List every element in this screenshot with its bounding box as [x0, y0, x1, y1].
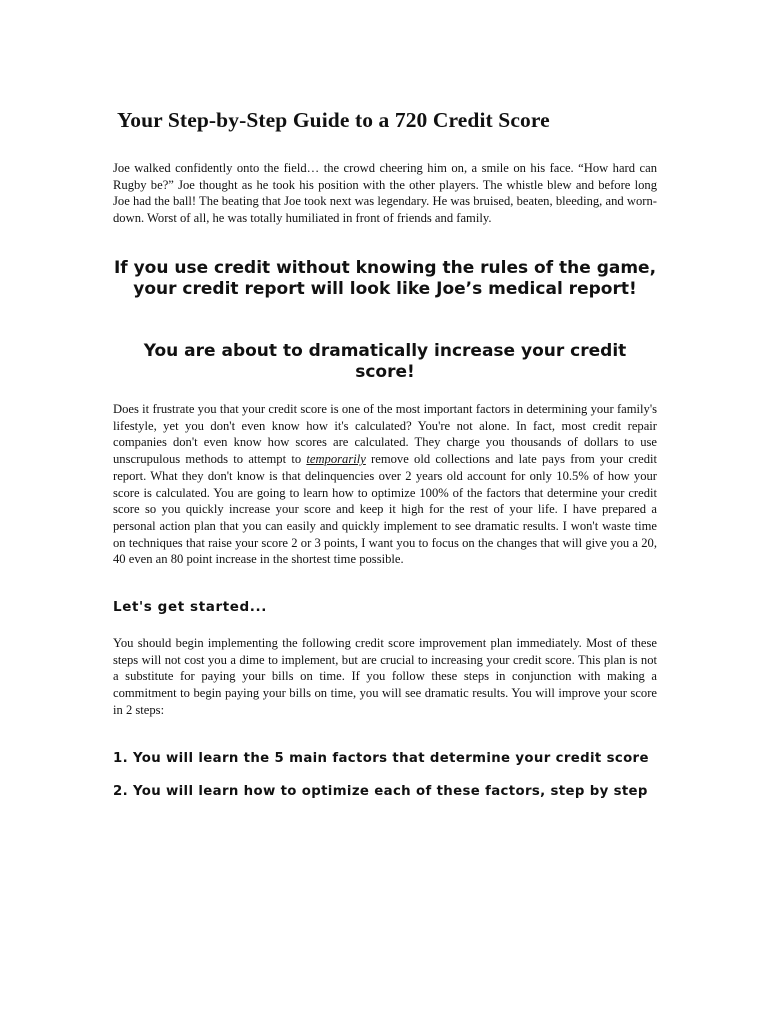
temporarily-emphasis: temporarily: [306, 452, 366, 467]
rules-banner: If you use credit without knowing the rules of the game, your credit report will look like Joe’s medical report!: [113, 258, 657, 299]
document-title: Your Step-by-Step Guide to a 720 Credit Score: [117, 108, 550, 132]
frustration-paragraph: [113, 401, 657, 568]
frustration-paragraph-part-2: remove old collections and late pays from your credit report. What they don't know is that delinquencies over 2 years old account for only 10.5% of how your score is calculated. You are going to learn how to optimize 100% of the factors that determine your credit score so you quickly increase your score and keep it high for the rest of your life. I have prepared a personal action plan that you can easily and quickly implement to see dramatic results. I won't waste time on techniques that raise your score 2 or 3 points, I want you to focus on the changes that will give you a 20, 40 even an 80 point increase in the shortest time possible.: [113, 452, 657, 567]
increase-score-banner: You are about to dramatically increase your credit score!: [143, 341, 627, 382]
step-item: 1. You will learn the 5 main factors that determine your credit score: [113, 751, 649, 766]
intro-paragraph: Joe walked confidently onto the field… the crowd cheering him on, a smile on his face. “How hard can Rugby be?” Joe thought as he took his position with the other players. The whistle blew and before long Joe had the ball! The beating that Joe took next was legendary. He was bruised, beaten, bleeding, and worn-down. Worst of all, he was totally humiliated in front of friends and family.: [113, 161, 657, 226]
lets-get-started-heading: Let's get started...: [113, 599, 267, 615]
frustration-paragraph-part-1: Does it frustrate you that your credit score is one of the most important factors in determining your family's lifestyle, yet you don't even know how it's calculated? You're not alone. In fact, most credit repair companies don't even know how scores are calculated. They charge you thousands of dollars to use unscrupulous methods to attempt to: [113, 402, 657, 467]
step-item: 2. You will learn how to optimize each of these factors, step by step: [113, 783, 648, 799]
steps-list: [113, 750, 653, 800]
plan-paragraph: You should begin implementing the following credit score improvement plan immediately. Most of these steps will not cost you a dime to implement, but are crucial to increasing your credit score. This plan is not a substitute for paying your bills on time. If you follow these steps in conjunction with making a commitment to begin paying your bills on time, you will see dramatic results. You will improve your score in 2 steps:: [113, 636, 657, 717]
